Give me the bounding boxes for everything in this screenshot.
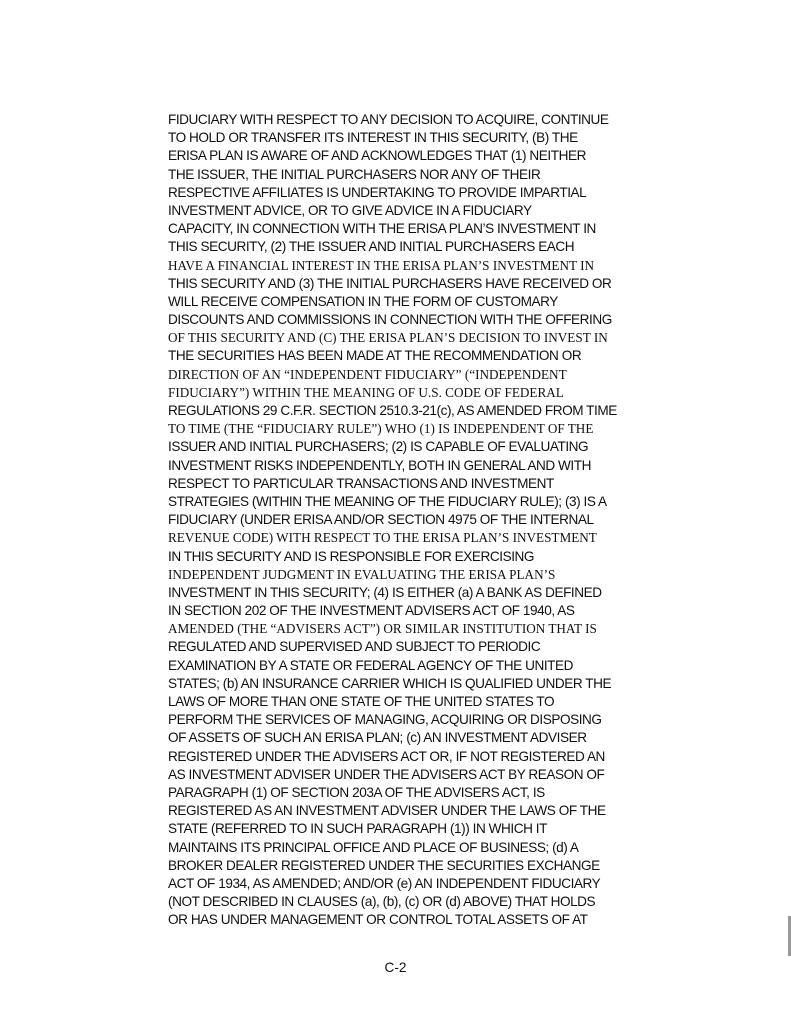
text-line: CAPACITY, IN CONNECTION WITH THE ERISA PLAN’S INVESTMENT IN <box>168 221 596 237</box>
text-line: THE ISSUER, THE INITIAL PURCHASERS NOR ANY OF THEIR <box>168 166 541 182</box>
text-line: AS INVESTMENT ADVISER UNDER THE ADVISERS ACT BY REASON OF <box>168 766 605 782</box>
text-line: RESPECTIVE AFFILIATES IS UNDERTAKING TO PROVIDE IMPARTIAL <box>168 184 587 200</box>
text-line: STATE (REFERRED TO IN SUCH PARAGRAPH (1)) IN WHICH IT <box>168 821 547 837</box>
text-line: REGISTERED AS AN INVESTMENT ADVISER UNDER THE LAWS OF THE <box>168 803 606 819</box>
text-line: INVESTMENT ADVICE, OR TO GIVE ADVICE IN A FIDUCIARY <box>168 202 532 218</box>
text-line: AMENDED (THE “ADVISERS ACT”) OR SIMILAR INSTITUTION THAT IS <box>168 621 597 637</box>
text-line: TO HOLD OR TRANSFER ITS INTEREST IN THIS SECURITY, (B) THE <box>168 130 578 146</box>
text-line: DIRECTION OF AN “INDEPENDENT FIDUCIARY” (“INDEPENDENT <box>168 366 567 382</box>
text-line: THIS SECURITY, (2) THE ISSUER AND INITIAL PURCHASERS EACH <box>168 239 575 255</box>
text-line: STRATEGIES (WITHIN THE MEANING OF THE FIDUCIARY RULE); (3) IS A <box>168 493 607 509</box>
body-text <box>168 111 708 929</box>
text-line: IN THIS SECURITY AND IS RESPONSIBLE FOR EXERCISING <box>168 548 535 564</box>
text-line: THIS SECURITY AND (3) THE INITIAL PURCHASERS HAVE RECEIVED OR <box>168 275 612 291</box>
text-line: FIDUCIARY WITH RESPECT TO ANY DECISION TO ACQUIRE, CONTINUE <box>168 112 609 127</box>
text-line: EXAMINATION BY A STATE OR FEDERAL AGENCY OF THE UNITED <box>168 657 573 673</box>
text-line: PARAGRAPH (1) OF SECTION 203A OF THE ADVISERS ACT, IS <box>168 784 545 800</box>
text-line: BROKER DEALER REGISTERED UNDER THE SECURITIES EXCHANGE <box>168 857 600 873</box>
text-line: ISSUER AND INITIAL PURCHASERS; (2) IS CAPABLE OF EVALUATING <box>168 439 589 455</box>
text-line: INVESTMENT RISKS INDEPENDENTLY, BOTH IN GENERAL AND WITH <box>168 457 591 473</box>
text-line: REGULATIONS 29 C.F.R. SECTION 2510.3-21(c), AS AMENDED FROM TIME <box>168 403 617 418</box>
text-line: IN SECTION 202 OF THE INVESTMENT ADVISERS ACT OF 1940, AS <box>168 603 575 619</box>
text-line: STATES; (b) AN INSURANCE CARRIER WHICH IS QUALIFIED UNDER THE <box>168 675 612 691</box>
text-line: THE SECURITIES HAS BEEN MADE AT THE RECOMMENDATION OR <box>168 348 582 364</box>
text-line: ACT OF 1934, AS AMENDED; AND/OR (e) AN INDEPENDENT FIDUCIARY <box>168 875 601 891</box>
text-line: OF ASSETS OF SUCH AN ERISA PLAN; (c) AN INVESTMENT ADVISER <box>168 730 587 746</box>
text-line: LAWS OF MORE THAN ONE STATE OF THE UNITED STATES TO <box>168 694 555 709</box>
text-line: ERISA PLAN IS AWARE OF AND ACKNOWLEDGES THAT (1) NEITHER <box>168 148 586 164</box>
text-line: (NOT DESCRIBED IN CLAUSES (a), (b), (c) OR (d) ABOVE) THAT HOLDS <box>168 894 596 910</box>
text-line: INVESTMENT IN THIS SECURITY; (4) IS EITHER (a) A BANK AS DEFINED <box>168 584 602 600</box>
text-line: FIDUCIARY (UNDER ERISA AND/OR SECTION 4975 OF THE INTERNAL <box>168 512 594 528</box>
text-line: INDEPENDENT JUDGMENT IN EVALUATING THE ERISA PLAN’S <box>168 566 556 582</box>
text-line: OF THIS SECURITY AND (C) THE ERISA PLAN’S DECISION TO INVEST IN <box>168 330 608 346</box>
text-line: OR HAS UNDER MANAGEMENT OR CONTROL TOTAL ASSETS OF AT <box>168 912 588 928</box>
text-line: TO TIME (THE “FIDUCIARY RULE”) WHO (1) IS INDEPENDENT OF THE <box>168 421 594 437</box>
text-line: HAVE A FINANCIAL INTEREST IN THE ERISA PLAN’S INVESTMENT IN <box>168 257 595 273</box>
text-line: REGULATED AND SUPERVISED AND SUBJECT TO PERIODIC <box>168 639 541 655</box>
text-line: PERFORM THE SERVICES OF MANAGING, ACQUIRING OR DISPOSING <box>168 712 602 728</box>
text-line: RESPECT TO PARTICULAR TRANSACTIONS AND INVESTMENT <box>168 475 554 491</box>
page-number: C-2 <box>384 960 407 975</box>
text-line: DISCOUNTS AND COMMISSIONS IN CONNECTION WITH THE OFFERING <box>168 312 612 328</box>
text-line: FIDUCIARY”) WITHIN THE MEANING OF U.S. CODE OF FEDERAL <box>168 384 564 400</box>
text-line: MAINTAINS ITS PRINCIPAL OFFICE AND PLACE OF BUSINESS; (d) A <box>168 839 579 855</box>
text-line: REVENUE CODE) WITH RESPECT TO THE ERISA PLAN’S INVESTMENT <box>168 530 597 546</box>
text-line: WILL RECEIVE COMPENSATION IN THE FORM OF CUSTOMARY <box>168 293 558 309</box>
text-line: REGISTERED UNDER THE ADVISERS ACT OR, IF NOT REGISTERED AN <box>168 748 605 764</box>
